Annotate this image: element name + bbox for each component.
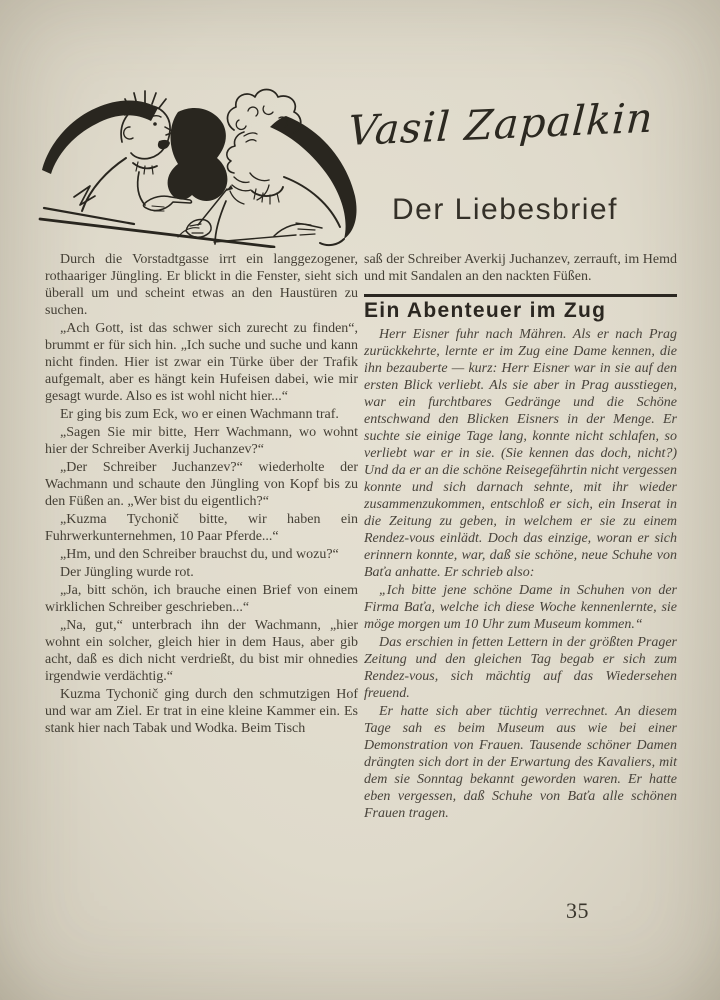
- left-column: [45, 251, 358, 738]
- paragraph: Kuzma Tychonič ging durch den schmutzigen Hof und war am Ziel. Er trat in eine kleine Kammer ein. Es stank hier nach Tabak und Wodka. Beim Tisch: [45, 687, 358, 736]
- section-heading: Ein Abenteuer im Zug: [364, 299, 607, 322]
- caricature-illustration: [38, 84, 370, 248]
- paragraph: Er hatte sich aber tüchtig verrechnet. An diesem Tage sah es beim Museum aus wie bei einer Demonstration von Frauen. Tausende schöner Damen drängten sich dort in der Erwartung des Kavaliers, mit dem sie Sonntag bekannt geworden waren. Er hatte eben vergessen, daß Schuhe von Baťa alle schönen Frauen tragen.: [364, 704, 677, 821]
- paragraph: „Der Schreiber Juchanzev?“ wiederholte der Wachmann und schaute den Jüngling von Kopf bis zu den Füßen an. „Wer bist du eigentlich?“: [45, 460, 358, 509]
- paragraph: „Na, gut,“ unterbrach ihn der Wachmann, „hier wohnt ein solcher, gleich hier in dem Haus, aber gib acht, daß es dich nicht verdrießt, du bist mir ohnedies irgendwie verdächtig.“: [45, 618, 358, 684]
- section-divider: [364, 294, 677, 297]
- paragraph: Herr Eisner fuhr nach Mähren. Als er nach Prag zurückkehrte, lernte er im Zug eine Dame kennen, die ihn bezauberte — kurz: Herr Eisner war in sie auf den ersten Blick verliebt. Als sie aber in Prag ausstiegen, war ein furchtbares Gedränge und die Schöne entschwand den Blicken Eisners in der Menge. Er suchte sie einige Tage lang, konnte nicht schlafen, so verliebt war er in sie. (Sie kennen das doch, nicht?) Und da er an die schöne Reisegefährtin nicht vergessen konnte und sich darnach sehnte, mit ihr wieder zusammenzukommen, entschloß er sich, ein Inserat in die Zeitung zu geben, in welchem er sie zu einem Rendez-vous einlädt. Doch das einzige, woran er sich erinnern konnte, war, daß sie schöne, neue Schuhe von Baťa anhatte. Er schrieb also:: [364, 327, 677, 580]
- paragraph-continuation: saß der Schreiber Averkij Juchanzev, zerrauft, im Hemd und mit Sandalen an den nackten Füßen.: [364, 252, 677, 284]
- paragraph: „Sagen Sie mir bitte, Herr Wachmann, wo wohnt hier der Schreiber Averkij Juchanzev?“: [45, 425, 358, 457]
- paragraph: „Ja, bitt schön, ich brauche einen Brief von einem wirklichen Schreiber geschrieben...“: [45, 583, 358, 615]
- story-title: Der Liebesbrief: [392, 193, 618, 226]
- paragraph: Der Jüngling wurde rot.: [60, 565, 194, 580]
- paragraph: „Hm, und den Schreiber brauchst du, und wozu?“: [60, 547, 339, 562]
- right-column: [364, 251, 677, 823]
- paragraph: Das erschien in fetten Lettern in der größten Prager Zeitung und den gleichen Tag begab er sich zum Rendez-vous, sich mächtig auf das Wiedersehen freuend.: [364, 635, 677, 701]
- page-number: 35: [566, 898, 589, 923]
- letter-quote: „Ich bitte jene schöne Dame in Schuhen von der Firma Baťa, welche ich diese Woche kennenlernte, sie möge morgen um 10 Uhr zum Museum kommen.“: [364, 583, 677, 632]
- paragraph: „Ach Gott, ist das schwer sich zurecht zu finden“, brummt er für sich hin. „Ich suche und suche und kann nicht finden. Hier ist zwar ein Türke über der Trafik aufgemalt, aber es hängt kein Hufeisen dabei, wie mir gesagt wurde. Also es ist wohl nicht hier...“: [45, 321, 358, 404]
- author-name-script: Vasil Zapalkin: [346, 93, 656, 156]
- paragraph: Er ging bis zum Eck, wo er einen Wachmann traf.: [60, 407, 339, 422]
- paragraph: „Kuzma Tychonič bitte, wir haben ein Fuhrwerkunternehmen, 10 Paar Pferde...“: [45, 512, 358, 544]
- paragraph: Durch die Vorstadtgasse irrt ein langgezogener, rothaariger Jüngling. Er blickt in die Fenster, sieht sich überall um und scheint etwas an den Haustüren zu suchen.: [45, 252, 358, 318]
